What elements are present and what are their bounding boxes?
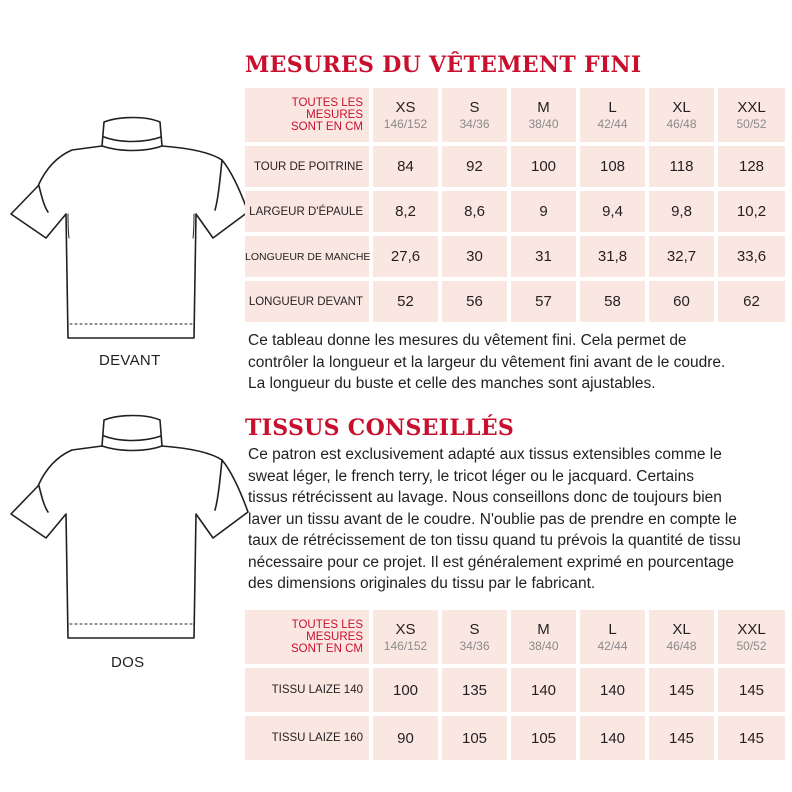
- table-row: [245, 666, 785, 714]
- table-cell: 100: [371, 666, 440, 714]
- units-note: TOUTES LES MESURES SONT EN CM: [245, 88, 371, 144]
- table-cell: 100: [509, 144, 578, 189]
- size-header: XL 46/48: [647, 88, 716, 144]
- fabrics-title: TISSUS CONSEILLÉS: [245, 415, 515, 441]
- size-header: XS 146/152: [371, 610, 440, 666]
- table-row: [245, 144, 785, 189]
- row-label: TISSU LAIZE 140: [245, 666, 371, 714]
- fabrics-table: [245, 610, 785, 764]
- table-cell: 10,2: [716, 189, 785, 234]
- table-cell: 9: [509, 189, 578, 234]
- row-label: TISSU LAIZE 160: [245, 714, 371, 762]
- table-cell: 60: [647, 279, 716, 324]
- size-header: L 42/44: [578, 610, 647, 666]
- size-header: XXL 50/52: [716, 88, 785, 144]
- table-cell: 30: [440, 234, 509, 279]
- row-label: TOUR DE POITRINE: [245, 144, 371, 189]
- table-cell: 32,7: [647, 234, 716, 279]
- table-cell: 9,4: [578, 189, 647, 234]
- table-cell: 92: [440, 144, 509, 189]
- size-header: XS 146/152: [371, 88, 440, 144]
- table-cell: 58: [578, 279, 647, 324]
- size-header: S 34/36: [440, 610, 509, 666]
- table-cell: 140: [509, 666, 578, 714]
- garment-front-illustration: [8, 110, 253, 350]
- table-cell: 135: [440, 666, 509, 714]
- table-cell: 27,6: [371, 234, 440, 279]
- garment-back-illustration: [8, 410, 253, 650]
- table-cell: 56: [440, 279, 509, 324]
- back-shirt-drawing: [8, 410, 253, 650]
- table-cell: 145: [647, 714, 716, 762]
- size-header: XXL 50/52: [716, 610, 785, 666]
- size-header: M 38/40: [509, 610, 578, 666]
- table-cell: 8,2: [371, 189, 440, 234]
- table-cell: 31: [509, 234, 578, 279]
- table-cell: 52: [371, 279, 440, 324]
- table-cell: 105: [440, 714, 509, 762]
- table-cell: 31,8: [578, 234, 647, 279]
- front-shirt-drawing: [8, 110, 253, 350]
- table-cell: 145: [716, 714, 785, 762]
- table-cell: 9,8: [647, 189, 716, 234]
- table-cell: 128: [716, 144, 785, 189]
- row-label: LARGEUR D'ÉPAULE: [245, 189, 371, 234]
- table-cell: 108: [578, 144, 647, 189]
- table-cell: 105: [509, 714, 578, 762]
- fabrics-description: Ce patron est exclusivement adapté aux tissus extensibles comme le sweat léger, le french terry, le tricot léger ou le jacquard. Certains tissus rétrécissent au lavage. Nous conseillons donc de toujours bien laver un tissu avant de le coudre. N'oublie pas de prendre en compte le taux de rétrécissement de ton tissu quand tu prévois la quantité de tissu nécessaire pour ce projet. Il est généralement exprimé en pourcentage des dimensions originales du tissu par le fabricant.: [248, 446, 741, 592]
- table-cell: 8,6: [440, 189, 509, 234]
- front-label: DEVANT: [99, 352, 161, 369]
- table-row: [245, 279, 785, 324]
- table-cell: 84: [371, 144, 440, 189]
- table-cell: 62: [716, 279, 785, 324]
- back-label: DOS: [111, 654, 145, 671]
- table-row: [245, 714, 785, 762]
- measurements-table: [245, 88, 785, 326]
- table-cell: 145: [716, 666, 785, 714]
- table-cell: 140: [578, 666, 647, 714]
- row-label: LONGUEUR DEVANT: [245, 279, 371, 324]
- size-header: M 38/40: [509, 88, 578, 144]
- table-cell: 118: [647, 144, 716, 189]
- table-cell: 33,6: [716, 234, 785, 279]
- table-cell: 140: [578, 714, 647, 762]
- size-header: XL 46/48: [647, 610, 716, 666]
- table-row: [245, 234, 785, 279]
- table-cell: 145: [647, 666, 716, 714]
- measurements-description: Ce tableau donne les mesures du vêtement fini. Cela permet de contrôler la longueur et la largeur du vêtement fini avant de le coudre. La longueur du buste et celle des manches sont ajustables.: [248, 332, 726, 392]
- units-note: TOUTES LES MESURES SONT EN CM: [245, 610, 371, 666]
- table-cell: 90: [371, 714, 440, 762]
- row-label: LONGUEUR DE MANCHE: [245, 234, 371, 279]
- size-header: L 42/44: [578, 88, 647, 144]
- table-row: [245, 189, 785, 234]
- size-header: S 34/36: [440, 88, 509, 144]
- measurements-title: MESURES DU VÊTEMENT FINI: [245, 52, 642, 78]
- table-cell: 57: [509, 279, 578, 324]
